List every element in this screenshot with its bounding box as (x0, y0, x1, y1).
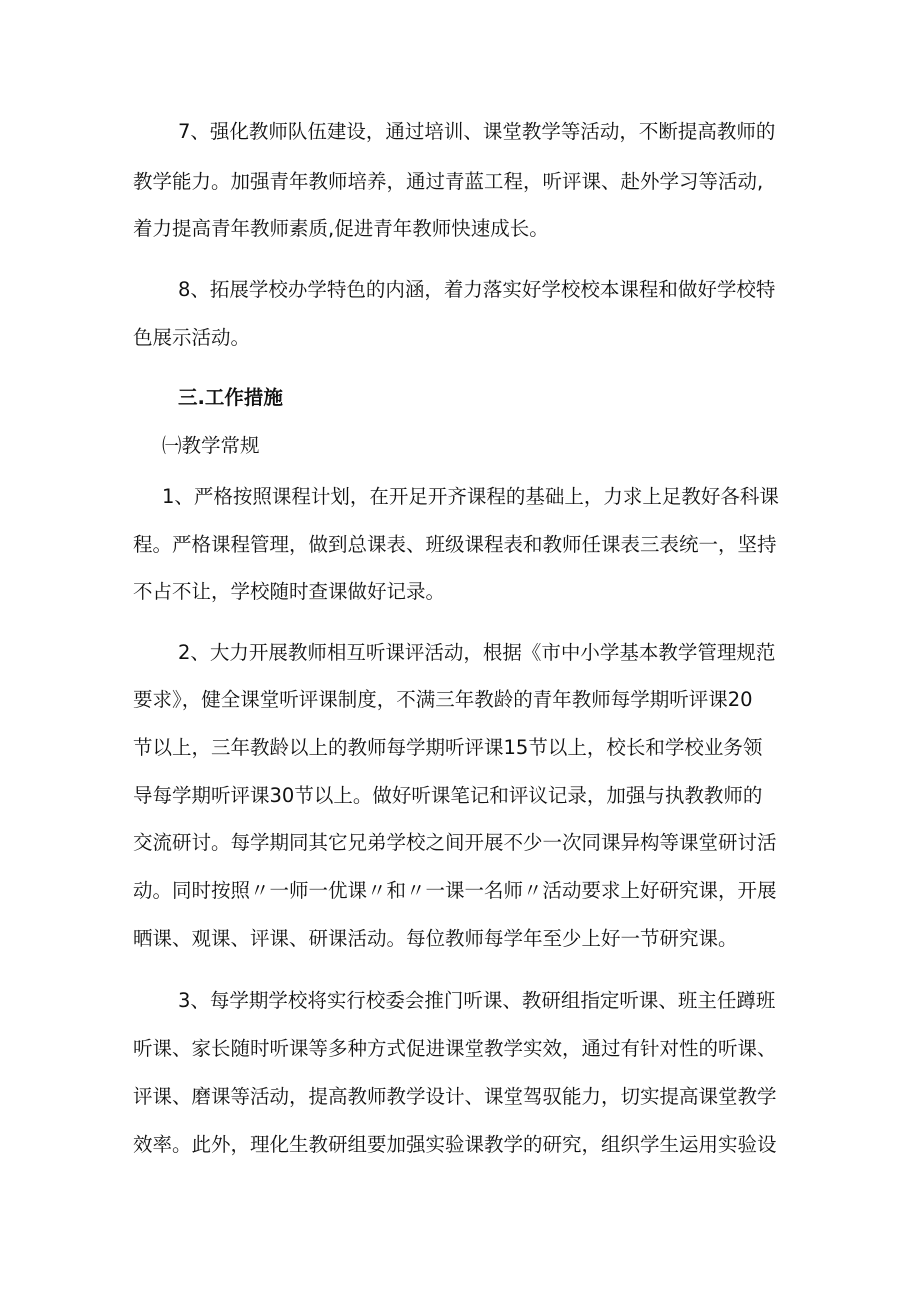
paragraph-1-line-1: 1、严格按照课程计划，在开足开齐课程的基础上，力求上足教好各科课 (162, 485, 779, 508)
paragraph-2-line-5: 交流研讨。每学期同其它兄弟学校之间开展不少一次同课异构等课堂研讨活 (133, 831, 777, 854)
paragraph-2-line-3: 节以上，三年教龄以上的教师每学期听评课15节以上，校长和学校业务领 (133, 736, 763, 759)
paragraph-2-line-4: 导每学期听评课30节以上。做好听课笔记和评议记录，加强与执教教师的 (133, 784, 763, 807)
paragraph-1-line-2: 程。严格课程管理，做到总课表、班级课程表和教师任课表三表统一，坚持 (133, 533, 777, 556)
paragraph-3-line-4: 效率。此外，理化生教研组要加强实验课教学的研究，组织学生运用实验设 (133, 1133, 777, 1156)
section-heading: 三.工作措施 (178, 386, 283, 409)
paragraph-7-line-2: 教学能力。加强青年教师培养，通过青蓝工程，听评课、赴外学习等活动, (133, 170, 764, 193)
paragraph-3-line-1: 3、每学期学校将实行校委会推门听课、教研组指定听课、班主任蹲班 (178, 989, 776, 1012)
paragraph-1-line-3: 不占不让，学校随时查课做好记录。 (133, 580, 446, 603)
paragraph-2-line-1: 2、大力开展教师相互听课评活动，根据《市中小学基本教学管理规范 (178, 641, 776, 664)
paragraph-2-line-7: 晒课、观课、评课、研课活动。每位教师每学年至少上好一节研究课。 (133, 927, 738, 950)
paragraph-2-line-6: 动。同时按照〃一师一优课〃和〃一课一名师〃活动要求上好研究课，开展 (133, 879, 777, 902)
paragraph-2-line-2: 要求》，健全课堂听评课制度，不满三年教龄的青年教师每学期听评课20 (133, 688, 753, 711)
paragraph-3-line-3: 评课、磨课等活动，提高教师教学设计、课堂驾驭能力，切实提高课堂教学 (133, 1085, 777, 1108)
paragraph-7-line-3: 着力提高青年教师素质,促进青年教师快速成长。 (133, 217, 549, 240)
paragraph-8-line-2: 色展示活动。 (133, 326, 251, 349)
paragraph-8-line-1: 8、拓展学校办学特色的内涵，着力落实好学校校本课程和做好学校特 (178, 278, 776, 301)
paragraph-7-line-1: 7、强化教师队伍建设，通过培训、课堂教学等活动，不断提高教师的 (178, 120, 776, 143)
paragraph-3-line-2: 听课、家长随时听课等多种方式促进课堂教学实效，通过有针对性的听课、 (133, 1037, 777, 1060)
subsection-heading: ㈠教学常规 (162, 434, 260, 457)
